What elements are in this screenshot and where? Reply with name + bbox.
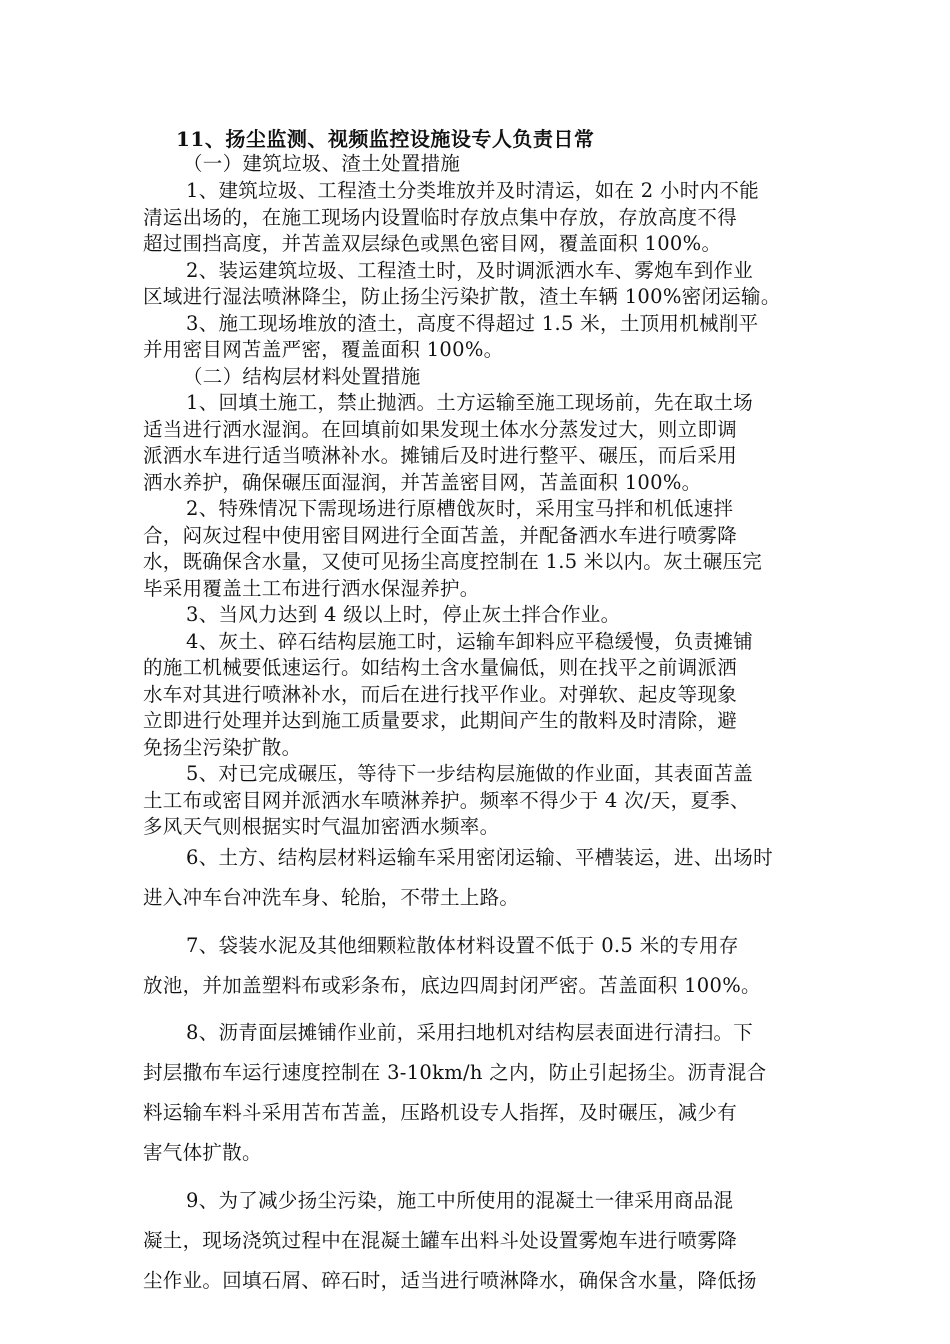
paragraph-line: 放池，并加盖塑料布或彩条布，底边四周封闭严密。苫盖面积 100%。 (143, 974, 761, 997)
paragraph-line: 2、装运建筑垃圾、工程渣土时，及时调派洒水车、雾炮车到作业 (186, 259, 754, 282)
paragraph-line: 超过围挡高度，并苫盖双层绿色或黑色密目网，覆盖面积 100%。 (143, 232, 722, 255)
paragraph-line: 免扬尘污染扩散。 (143, 736, 302, 759)
paragraph-line: 适当进行洒水湿润。在回填前如果发现土体水分蒸发过大，则立即调 (143, 418, 738, 441)
paragraph-line: 洒水养护，确保碾压面湿润，并苫盖密目网，苫盖面积 100%。 (143, 471, 702, 494)
paragraph-line: 9、为了减少扬尘污染，施工中所使用的混凝土一律采用商品混 (186, 1189, 734, 1212)
subsection-title: （一）建筑垃圾、渣土处置措施 (183, 152, 461, 175)
paragraph-line: 料运输车料斗采用苫布苫盖，压路机设专人指挥，及时碾压，减少有 (143, 1101, 738, 1124)
paragraph-line: 清运出场的，在施工现场内设置临时存放点集中存放，存放高度不得 (143, 206, 738, 229)
paragraph-line: 多风天气则根据实时气温加密洒水频率。 (143, 815, 500, 838)
paragraph-line: 合，闷灰过程中使用密目网进行全面苫盖，并配备洒水车进行喷雾降 (143, 524, 738, 547)
paragraph-line: 害气体扩散。 (143, 1141, 262, 1164)
paragraph-line: 的施工机械要低速运行。如结构土含水量偏低，则在找平之前调派洒 (143, 656, 738, 679)
paragraph-line: 4、灰土、碎石结构层施工时，运输车卸料应平稳缓慢，负责摊铺 (186, 630, 754, 653)
paragraph-line: 派洒水车进行适当喷淋补水。摊铺后及时进行整平、碾压，而后采用 (143, 444, 738, 467)
paragraph-line: 立即进行处理并达到施工质量要求，此期间产生的散料及时清除，避 (143, 709, 738, 732)
paragraph-line: 3、当风力达到 4 级以上时，停止灰土拌合作业。 (186, 603, 621, 626)
paragraph-line: 封层撒布车运行速度控制在 3-10km/h 之内，防止引起扬尘。沥青混合 (143, 1061, 767, 1084)
paragraph-line: 区域进行湿法喷淋降尘，防止扬尘污染扩散，渣土车辆 100%密闭运输。 (143, 285, 781, 308)
subsection-title: （二）结构层材料处置措施 (183, 365, 421, 388)
paragraph-line: 毕采用覆盖土工布进行洒水保湿养护。 (143, 577, 480, 600)
paragraph-line: 1、回填土施工，禁止抛洒。土方运输至施工现场前，先在取土场 (186, 391, 754, 414)
paragraph-line: 5、对已完成碾压，等待下一步结构层施做的作业面，其表面苫盖 (186, 762, 754, 785)
paragraph-line: 3、施工现场堆放的渣土，高度不得超过 1.5 米，土顶用机械削平 (186, 312, 759, 335)
paragraph-line: 土工布或密目网并派洒水车喷淋养护。频率不得少于 4 次/天，夏季、 (143, 789, 750, 812)
paragraph-line: 进入冲车台冲洗车身、轮胎，不带土上路。 (143, 886, 520, 909)
paragraph-line: 并用密目网苫盖严密，覆盖面积 100%。 (143, 338, 504, 361)
paragraph-line: 水车对其进行喷淋补水，而后在进行找平作业。对弹软、起皮等现象 (143, 683, 738, 706)
paragraph-line: 6、土方、结构层材料运输车采用密闭运输、平槽装运，进、出场时 (186, 846, 773, 869)
paragraph-line: 凝土，现场浇筑过程中在混凝土罐车出料斗处设置雾炮车进行喷雾降 (143, 1229, 738, 1252)
paragraph-line: 2、特殊情况下需现场进行原槽戗灰时，采用宝马拌和机低速拌 (186, 497, 734, 520)
paragraph-line: 尘作业。回填石屑、碎石时，适当进行喷淋降水，确保含水量，降低扬 (143, 1269, 757, 1292)
paragraph-line: 1、建筑垃圾、工程渣土分类堆放并及时清运，如在 2 小时内不能 (186, 179, 760, 202)
paragraph-line: 7、袋装水泥及其他细颗粒散体材料设置不低于 0.5 米的专用存 (186, 934, 739, 957)
paragraph-line: 水，既确保含水量，又使可见扬尘高度控制在 1.5 米以内。灰土碾压完 (143, 550, 763, 573)
section-heading: 11、扬尘监测、视频监控设施设专人负责日常 (176, 127, 595, 151)
paragraph-line: 8、沥青面层摊铺作业前，采用扫地机对结构层表面进行清扫。下 (186, 1021, 754, 1044)
